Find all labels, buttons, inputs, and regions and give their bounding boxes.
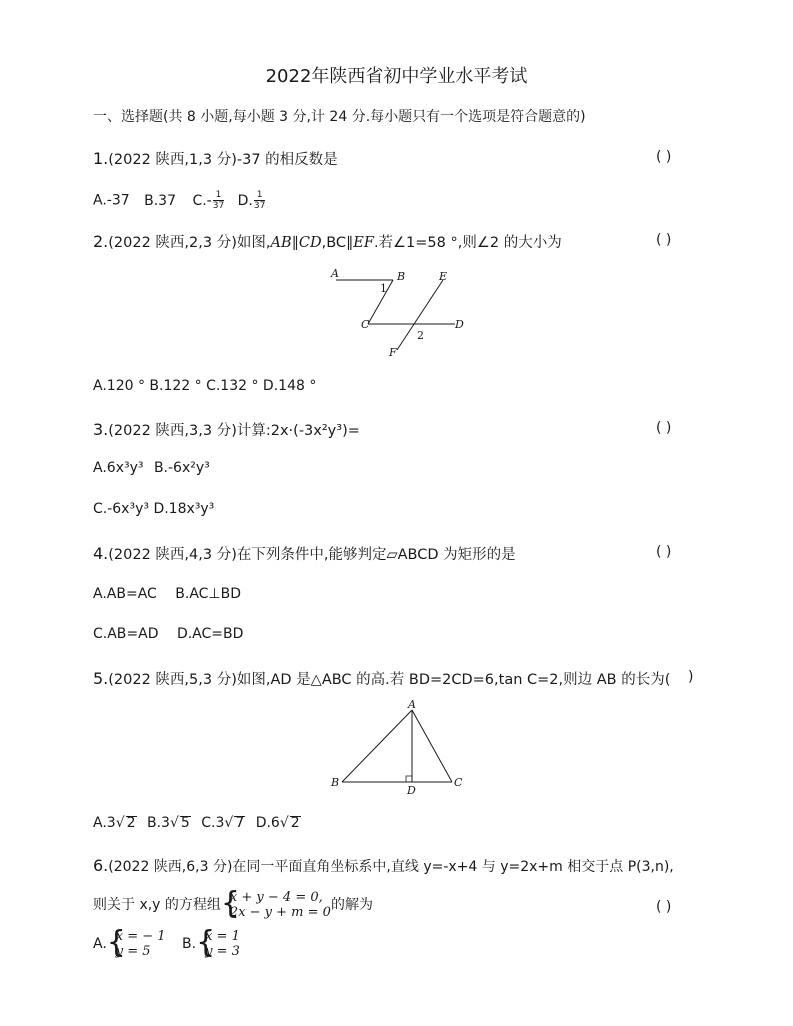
figure-triangle [325,698,475,798]
option-a: A.AB=AC [93,586,157,602]
options-4-cd [93,626,243,642]
segment-ac [412,710,452,782]
label-d: D [455,318,464,331]
option-c: C.3√ 7 [201,815,245,831]
label-c: C [361,318,370,331]
option-a: A. { x = − 1 y = 5 [93,925,166,960]
question-4 [93,543,516,564]
option-d: D.18x³y³ [153,501,215,517]
label-e: E [439,270,448,283]
label-angle-1: 1 [380,282,387,295]
options-3-ab [93,460,210,476]
options-1 [93,190,266,211]
question-text: (2022 陕西,4,3 分)在下列条件中,能够判定▱ABCD 为矩形的是 [108,547,516,563]
answer-paren-2: ( ) [656,232,672,248]
label-a: A [408,698,416,711]
question-number: 6. [93,856,109,875]
label-c: C [454,776,463,789]
question-text: (2022 陕西,3,3 分)计算:2x·(-3x²y³)= [108,423,360,439]
question-6 [93,856,674,876]
question-number: 1. [93,149,109,168]
question-text: (2022 陕西,1,3 分)-37 的相反数是 [108,152,338,168]
right-angle-mark [406,776,412,782]
option-d: D.AC=BD [176,626,244,642]
question-1 [93,148,338,169]
label-f: F [389,346,397,359]
segment-ab [342,710,412,782]
question-text: (2022 陕西,5,3 分)如图,AD 是△ABC 的高.若 BD=2CD=6,tan C=2,则边 AB 的长为( [108,672,671,688]
equation-system: { x + y − 4 = 0, 2x − y + m = 0 [220,886,331,921]
label-d: D [407,784,416,797]
options-6 [93,925,240,960]
question-2: 2.(2022 陕西,2,3 分)如图,AB∥CD,BC∥EF.若∠1=58 °,则∠2 的大小为 [93,232,562,251]
page-title: 2022年陕西省初中学业水平考试 [265,66,528,87]
question-number: 3. [93,420,109,439]
option-d: D. $\frac{1}{37}$ [237,190,266,211]
label-b: B [397,270,406,283]
question-6-line-2: 则关于 x,y 的方程组 { x + y − 4 = 0, 2x − y + m = 0 的解为 [93,886,373,921]
question-5 [93,668,670,689]
answer-paren-1: ( ) [656,149,672,165]
option-d: D.6√ 2 [255,815,300,831]
option-c: C.-6x³y³ [93,501,149,517]
figure-parallel-lines [325,262,475,362]
option-c: C.AB=AD [93,626,159,642]
option-b: B.AC⊥BD [175,586,242,602]
option-b: B.37 [144,192,176,209]
question-3 [93,419,360,440]
question-text: (2022 陕西,6,3 分)在同一平面直角坐标系中,直线 y=-x+4 与 y=2x+m 相交于点 P(3,n), [108,859,674,875]
question-number: 5. [93,669,109,688]
answer-paren-4: ( ) [656,544,672,560]
option-b: B.3√ 5 [147,815,190,831]
label-b: B [331,776,340,789]
option-b: B. { x = 1 y = 3 [182,925,240,960]
option-c: C.- $\frac{1}{37}$ [192,190,225,211]
option-a: A.-37 [93,192,130,209]
fraction: $\frac{1}{37}$ [253,190,266,211]
options-3-cd [93,501,214,517]
options-5 [93,815,301,831]
option-b: B.-6x²y³ [153,460,210,476]
options-4-ab [93,586,241,602]
label-a: A [331,267,339,280]
answer-paren-3: ( ) [656,420,672,436]
question-number: 4. [93,544,109,563]
question-number: 2. [93,232,109,251]
label-angle-2: 2 [417,329,424,342]
answer-paren-5: ) [688,669,694,685]
section-heading: 一、选择题(共 8 小题,每小题 3 分,计 24 分.每小题只有一个选项是符合题意的) [93,109,586,125]
option-a: A.3√ 2 [93,815,136,831]
options-2: A.120 ° B.122 ° C.132 ° D.148 ° [93,378,317,394]
fraction: $\frac{1}{37}$ [212,190,225,211]
option-a: A.6x³y³ [93,460,144,476]
answer-paren-6: ( ) [656,899,672,915]
